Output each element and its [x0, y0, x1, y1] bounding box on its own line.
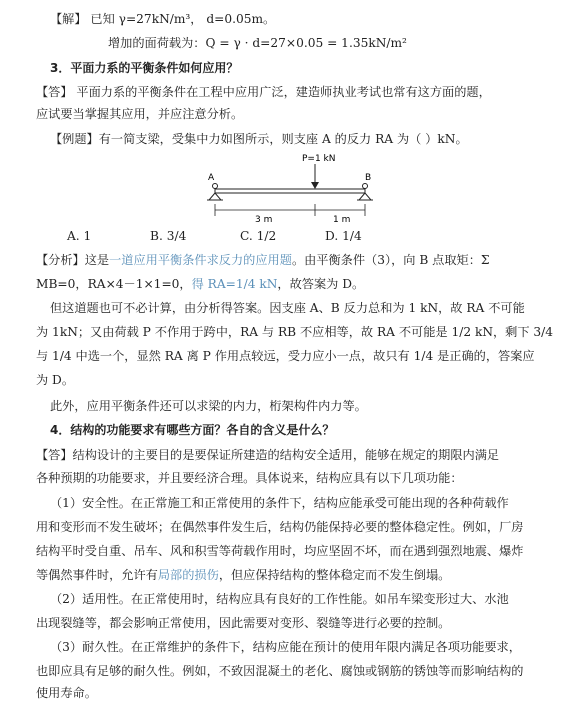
beam-diagram: [195, 152, 385, 224]
answer-text: ，故答案为 D。: [277, 277, 365, 291]
answer-4-line-1: 【答】结构设计的主要目的是要保证所建造的结构安全适用，能够在规定的期限内满足: [36, 448, 500, 462]
option-d: D. 1/4: [325, 229, 362, 243]
dim-1m-label: 1 m: [333, 215, 351, 224]
example-line: 【例题】有一简支梁，受集中力如图所示，则支座 A 的反力 RA 为（ ）kN。: [50, 132, 468, 146]
support-a-label: A: [208, 173, 215, 183]
beam: [215, 189, 365, 193]
question-3-title: 3．平面力系的平衡条件如何应用？: [50, 61, 239, 75]
safety-line-3: 结构平时受自重、吊车、风和积雪等荷载作用时，均应坚固不坏，而在遇到强烈地震、爆炸: [36, 544, 524, 558]
equation-text: MB=0，RA×4－1×1=0，: [36, 277, 192, 291]
option-c: C. 1/2: [240, 229, 277, 243]
answer-4-line-2: 各种预期的功能要求，并且要经济合理。具体说来，结构应具有以下几项功能：: [36, 471, 463, 485]
local-damage-highlight: 局部的损伤: [157, 568, 219, 582]
force-arrow-head: [311, 182, 319, 189]
hinge-a: [213, 184, 218, 189]
paragraph-line-3: 与 1/4 中选一个，显然 RA 离 P 作用点较远，受力应小一点，故只有 1/4 是正确的，答案应: [36, 349, 535, 363]
safety-text: 等偶然事件时，允许有: [36, 568, 158, 582]
analysis-highlight: 一道应用平衡条件求反力的应用题: [109, 253, 292, 267]
question-4-title: 4．结构的功能要求有哪些方面？各自的含义是什么？: [50, 423, 335, 437]
support-b-label: B: [365, 173, 372, 183]
solution-line-1: 【解】 已知 γ=27kN/m³， d=0.05m。: [50, 12, 276, 26]
analysis-text: 【分析】这是: [36, 253, 110, 267]
solution-line-2: 增加的面荷载为：Q = γ · d=27×0.05 = 1.35kN/m²: [108, 36, 407, 50]
durability-line-1: （3）耐久性。在正常维护的条件下，结构应能在预计的使用年限内满足各项功能要求，: [50, 640, 521, 654]
option-b: B. 3/4: [150, 229, 187, 243]
paragraph-line-2: 为 1kN；又由荷载 P 不作用于跨中，RA 与 RB 不应相等，故 RA 不可能是 1/2 kN，剩下 3/4: [36, 325, 554, 339]
support-b-icon: [359, 193, 371, 200]
option-a: A. 1: [67, 229, 92, 243]
hinge-b: [363, 184, 368, 189]
safety-line-4: [36, 567, 450, 583]
usability-line-1: （2）适用性。在正常使用时，结构应具有良好的工作性能。如吊车梁变形过大、水池: [50, 592, 509, 606]
answer-3-line-2: 应试要当掌握其应用，并应注意分析。: [36, 107, 244, 121]
beam-svg: [195, 152, 385, 224]
force-label: P=1 kN: [302, 154, 336, 164]
answer-3-line-1: 【答】 平面力系的平衡条件在工程中应用广泛，建造师执业考试也常有这方面的题，: [36, 85, 491, 99]
durability-line-3: 使用寿命。: [36, 686, 97, 700]
analysis-line-2: [36, 276, 364, 292]
result-highlight: 得 RA=1/4 kN: [191, 277, 278, 291]
analysis-line-1: [36, 252, 490, 268]
paragraph-line-5: 此外，应用平衡条件还可以求梁的内力，桁架构件内力等。: [50, 399, 367, 413]
safety-line-2: 用和变形而不发生破坏；在偶然事件发生后，结构仍能保持必要的整体稳定性。例如，厂房: [36, 520, 524, 534]
usability-line-2: 出现裂缝等，都会影响正常使用，因此需要对变形、裂缝等进行必要的控制。: [36, 616, 451, 630]
paragraph-line-4: 为 D。: [36, 373, 75, 387]
analysis-text-end: 。由平衡条件（3），向 B 点取矩：Σ: [291, 253, 490, 267]
durability-line-2: 也即应具有足够的耐久性。例如，不致因混凝土的老化、腐蚀或钢筋的锈蚀等而影响结构的: [36, 664, 524, 678]
paragraph-line-1: 但这道题也可不必计算，由分析得答案。因支座 A、B 反力总和为 1 kN，故 RA 不可能: [50, 301, 525, 315]
safety-line-1: （1）安全性。在正常施工和正常使用的条件下，结构应能承受可能出现的各种荷载作: [50, 496, 509, 510]
dim-3m-label: 3 m: [255, 215, 273, 224]
support-a-icon: [209, 193, 221, 200]
safety-text-end: ，但应保持结构的整体稳定而不发生倒塌。: [218, 568, 451, 582]
